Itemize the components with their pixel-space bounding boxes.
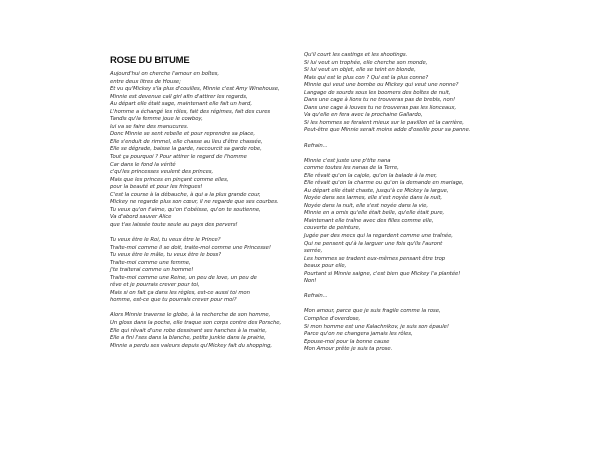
- lyric-line: homme, est-ce que tu pourrais crever pour moi?: [110, 297, 237, 304]
- lyric-line: Refrain...: [304, 293, 328, 300]
- lyric-line: Peut-être que Minnie serait moins adde d'oseille pour sa panne.: [304, 127, 471, 134]
- lyric-line: lui va se faire des manucures.: [110, 123, 189, 130]
- lyric-line: serrée,: [304, 248, 323, 255]
- lyric-line: Mickey ne regarde plus son cœur, il ne regarde que ses courbes.: [110, 199, 279, 206]
- lyric-line: beaux pour elle,: [304, 263, 347, 270]
- lyric-line: Tu veux qu'on t'aime, qu'on t'obéisse, qu'on te soutienne,: [110, 206, 261, 213]
- lyric-line: Elle se dégrade, baisse la garde, raccourcit sa garde robe,: [110, 146, 262, 153]
- lyric-line: comme toutes les nanas de la Terre,: [304, 165, 399, 172]
- lyric-line: Un gloss dans la poche, elle traque son corps contre des Porsche,: [110, 319, 282, 326]
- lyric-line: Et vu qu'Mickey s'la plus d'couilles, Minnie c'est Amy Winehouse,: [110, 86, 280, 93]
- lyric-line: Va d'abord sauver Alice: [110, 214, 172, 221]
- lyric-line: Minnie c'est juste une p'tite nana: [304, 157, 391, 164]
- lyric-line: Elle rêvait qu'on la charme ou qu'on la demande en mariage,: [304, 180, 464, 187]
- stanza: [304, 158, 504, 286]
- lyric-line: couverte de peinture,: [304, 225, 361, 232]
- lyric-line: Dans une cage à lions tu ne trouveras pas de brebis, non!: [304, 97, 456, 104]
- lyric-line: Elle qui rêvait d'une robe dessinant ses hanches à la mairie,: [110, 327, 267, 334]
- right-column: [304, 52, 504, 361]
- lyric-line: Alors Minnie traverse le globe, à la recherche de son homme,: [110, 312, 271, 319]
- lyric-line: Minnie a perdu ses valeurs depuis qu'Mickey fait du shopping,: [110, 342, 273, 349]
- lyric-line: Mais que les princes en pinçant comme elles,: [110, 176, 229, 183]
- lyric-line: Jugée par des mecs qui la regardent comme une traînée,: [304, 233, 453, 240]
- lyric-line: Pourtant si Minnie saigne, c'est bien que Mickey l'a plantée!: [304, 270, 461, 277]
- lyric-line: Va qu'elle en fera avec la prochaine Gallardo,: [304, 112, 423, 119]
- stanza: [304, 293, 504, 301]
- lyric-line: Non!: [304, 278, 317, 285]
- lyric-line: Traite-moi comme une Reine, un peu de love, un peu de: [110, 274, 257, 281]
- lyric-line: Au départ elle était chaste, jusqu'à ce Mickey la largue,: [304, 187, 449, 194]
- lyric-line: Noyée dans ses larmes, elle s'est noyée dans la nuit,: [304, 195, 443, 202]
- lyric-line: Refrain...: [304, 142, 328, 149]
- lyric-line: L'homme a échangé les rôles, fait des régimes, fait des cures: [110, 108, 271, 115]
- stanza: [304, 308, 504, 353]
- lyric-line: rêve et je pourrais crever pour toi,: [110, 282, 200, 289]
- lyric-line: Parce qu'on ne changera jamais les rôles,: [304, 331, 413, 338]
- lyric-line: Mon Amour prête je suis ta prose.: [304, 346, 393, 353]
- lyric-line: Tout ça pourquoi ? Pour attirer le regard de l'homme: [110, 154, 247, 161]
- lyric-line: Qui ne pensent qu'à la larguer une fois qu'ils l'auront: [304, 240, 443, 247]
- lyric-line: entre deux litres de House;: [110, 78, 181, 85]
- lyric-line: Si mon homme est une Kalachnikov, je suis son épaule!: [304, 323, 449, 330]
- lyric-line: Noyée dans la nuit, elle s'est noyée dans la vie,: [304, 202, 428, 209]
- lyric-line: Les hommes se tradent eux-mêmes pensant être trop: [304, 255, 446, 262]
- lyric-line: Elle rêvait qu'on la cajole, qu'on la balade à la mer,: [304, 172, 438, 179]
- lyric-line: Minnie est devenue call girl afin d'attirer les regards,: [110, 93, 248, 100]
- lyric-line: Complice d'overdose,: [304, 315, 361, 322]
- lyric-line: Minnie qui veut une bombe ou Mickey qui veut une nonne?: [304, 82, 459, 89]
- stanza: [110, 237, 304, 305]
- lyric-line: Si lui veut un trophée, elle cherche son monde,: [304, 59, 428, 66]
- right-lyrics: [304, 52, 504, 354]
- lyric-line: Donc Minnie se sent rebelle et pour reprendre sa place,: [110, 131, 256, 138]
- lyric-line: Tu veux être le Roi, tu veux être le Prince?: [110, 236, 221, 243]
- stanza: [110, 71, 304, 229]
- lyric-line: Car dans le fond la vérité: [110, 161, 176, 168]
- lyric-line: Elle s'enduit de rimmel, elle chasse au lieu d'être chassée,: [110, 138, 263, 145]
- lyric-line: pour la beauté et pour les fringues!: [110, 184, 203, 191]
- lyric-line: C'est la course à la débauche, à qui a la plus grande cour,: [110, 191, 261, 198]
- lyric-line: Mon amour, parce que je suis fragile comme la rose,: [304, 308, 441, 315]
- lyric-line: Tandis qu'la femme joue le cowboy,: [110, 116, 203, 123]
- left-lyrics: [110, 71, 304, 350]
- lyric-line: Elle a fini l'ses dans la blanche, petite junkie dans la prairie,: [110, 335, 266, 342]
- lyric-line: Au départ elle était sage, maintenant elle fait un hard,: [110, 101, 252, 108]
- lyric-line: Qu'il court les castings et les shootings.: [304, 52, 408, 58]
- song-title: ROSE DU BITUME: [110, 55, 190, 66]
- lyric-line: Maintenant elle traîne avec des filles comme elle,: [304, 217, 434, 224]
- lyric-line: Dans une cage à louves tu ne trouveras pas les lionceaux,: [304, 104, 457, 111]
- lyric-line: Traite-moi comme une femme,: [110, 259, 191, 266]
- lyric-line: Epouse-moi pour la bonne cause: [304, 338, 390, 345]
- lyric-line: Si les hommes se feraient mieux sur le pavillon et la carrière,: [304, 119, 464, 126]
- lyric-line: j'te traiterai comme un homme!: [110, 267, 194, 274]
- lyric-line: Minnie en a omis qu'elle était belle, qu'elle était pure,: [304, 210, 445, 217]
- left-column: [110, 55, 304, 358]
- lyric-line: Traite-moi comme il se doit, traite-moi comme une Princesse!: [110, 244, 271, 251]
- lyric-line: Aujourd'hui on cherche l'amour en boîtes,: [110, 71, 220, 77]
- stanza: [304, 52, 504, 135]
- lyric-line: Si lui veut un objet, elle se teint en blonde,: [304, 67, 416, 74]
- lyric-line: Mais qui est le plus con ? Qui est la plus conne?: [304, 74, 429, 81]
- lyric-line: Mais si on fait ça dans les règles, est-ce aussi toi mon: [110, 289, 250, 296]
- stanza: [304, 143, 504, 151]
- lyric-line: Tu veux être le mâle, tu veux être le boss?: [110, 252, 222, 259]
- stanza: [110, 312, 304, 350]
- lyric-line: Langage de sourds sous les boomers des boîtes de nuit,: [304, 89, 451, 96]
- lyric-line: c'qu'les princesses veulent des princes,: [110, 169, 214, 176]
- lyric-line: que t'as laissée toute seule au pays des pervers!: [110, 221, 238, 228]
